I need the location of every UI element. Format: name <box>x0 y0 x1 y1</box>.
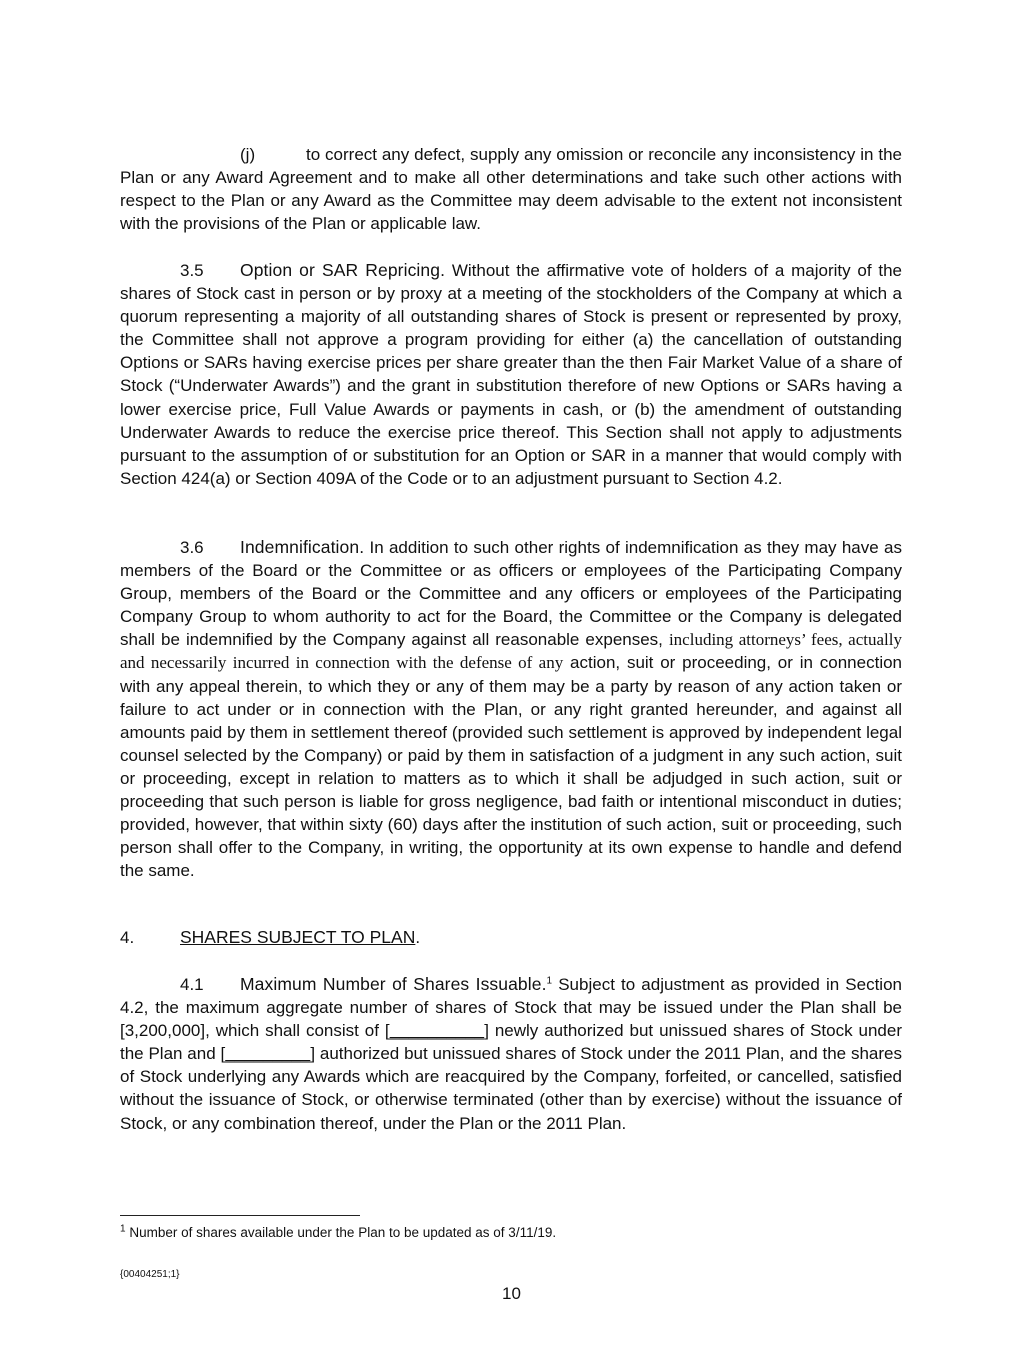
section-4-heading <box>120 927 902 948</box>
section-heading: SHARES SUBJECT TO PLAN <box>180 927 416 947</box>
footnote-reference: 1 <box>546 975 553 987</box>
heading-period: . <box>415 928 421 947</box>
section-4-1 <box>120 973 902 1135</box>
defined-term: “Underwater Awards” <box>174 376 336 396</box>
blank-field: _________ <box>225 1044 311 1064</box>
footnote-text: Number of shares available under the Plan to be updated as of 3/11/19. <box>125 1225 557 1240</box>
paragraph-j <box>120 143 902 235</box>
section-number: 3.5 <box>180 261 204 280</box>
section-text: Subject to adjustment as provided in Section 4.2, the maximum aggregate number of shares of Stock that may be issued under the Plan shall be [3,200,000], which shall consist of [ <box>120 975 902 1041</box>
section-3-6 <box>120 536 902 882</box>
page-number: 10 <box>502 1284 521 1303</box>
section-text: ] authorized but unissued shares of Stock under the 2011 Plan, and the shares of Stock underlying any Awards which are reacquired by the Company, forfeited, or cancelled, satisfied without the issuance of Stock, or otherwise terminated (other than by exercise) without the issuance of Stock, or any combination thereof, under the Plan or the 2011 Plan. <box>120 1044 902 1133</box>
footnote-marker: 1 <box>120 1223 126 1235</box>
section-text: action, suit or proceeding, or in connection with any appeal therein, to which they or any of them may be a party by reason of any action taken or failure to act under or in connection with the Plan, or any right granted hereunder, and against all amounts paid by them in settlement thereof (provided such settlement is approved by independent legal counsel selected by the Company) or paid by them in satisfaction of a judgment in any such action, suit or proceeding, except in relation to matters as to which it shall be adjudged in such action, suit or proceeding that such person is liable for gross negligence, bad faith or intentional misconduct in duties; provided, however, that within sixty (60) days after the institution of such action, suit or proceeding, such person shall offer to the Company, in writing, the opportunity at its own expense to handle and defend the same. <box>120 653 903 881</box>
section-3-5 <box>120 259 902 490</box>
section-caption: Option or SAR Repricing. <box>240 260 446 280</box>
section-text: Without the affirmative vote of holders of a majority of the shares of Stock cast in person or by proxy at a meeting of the stockholders of the Company at which a quorum representing a majority of all outstanding shares of Stock is present or represented by proxy, the Committee shall not approve a program providing for either (a) the cancellation of outstanding Options or SARs having exercise prices per share greater than the then Fair Market Value of a share of Stock ( <box>120 261 902 396</box>
section-number: 4.1 <box>180 975 204 994</box>
paragraph-text: to correct any defect, supply any omission or reconcile any inconsistency in the Plan or any Award Agreement and to make all other determinations and take such other actions with respect to the Plan or any Award as the Committee may deem advisable to the extent not inconsistent with the provisions of the Plan or applicable law. <box>120 145 902 234</box>
section-number: 4. <box>120 928 135 947</box>
section-number: 3.6 <box>180 538 204 557</box>
paragraph-marker: (j) <box>240 145 256 164</box>
section-text: In addition to such other rights of indemnification as they may have as members of the Board or the Committee or as officers or employees of the Participating Company Group, members of the Board or the Committee and any officers or employees of the Participating Company Group to whom authority to act for the Board, the Committee or the Company is delegated shall be indemnified by the Company against all reasonable expenses, <box>120 538 902 650</box>
footnote <box>120 1225 556 1240</box>
section-text: ) and the grant in substitution therefore of new Options or SARs having a lower exercise price, Full Value Awards or payments in cash, or (b) the amendment of outstanding Underwater Awards to reduce the exercise price thereof. This Section shall not apply to adjustments pursuant to the assumption of or substitution for an Option or SAR in a manner that would comply with Section 424(a) or Section 409A of the Code or to an adjustment pursuant to Section 4.2. <box>120 376 902 488</box>
section-caption: Maximum Number of Shares Issuable. <box>240 974 547 994</box>
section-caption: Indemnification. <box>240 537 365 557</box>
section-text: ] newly authorized but unissued shares of Stock under the Plan and [ <box>120 1021 902 1064</box>
blank-field: __________ <box>389 1021 485 1041</box>
section-text-serif: including attorneys’ fees, actually and necessarily incurred in connection with the defense of any <box>120 630 902 673</box>
footnote-separator <box>120 1215 360 1216</box>
document-id: {00404251;1} <box>120 1269 180 1280</box>
